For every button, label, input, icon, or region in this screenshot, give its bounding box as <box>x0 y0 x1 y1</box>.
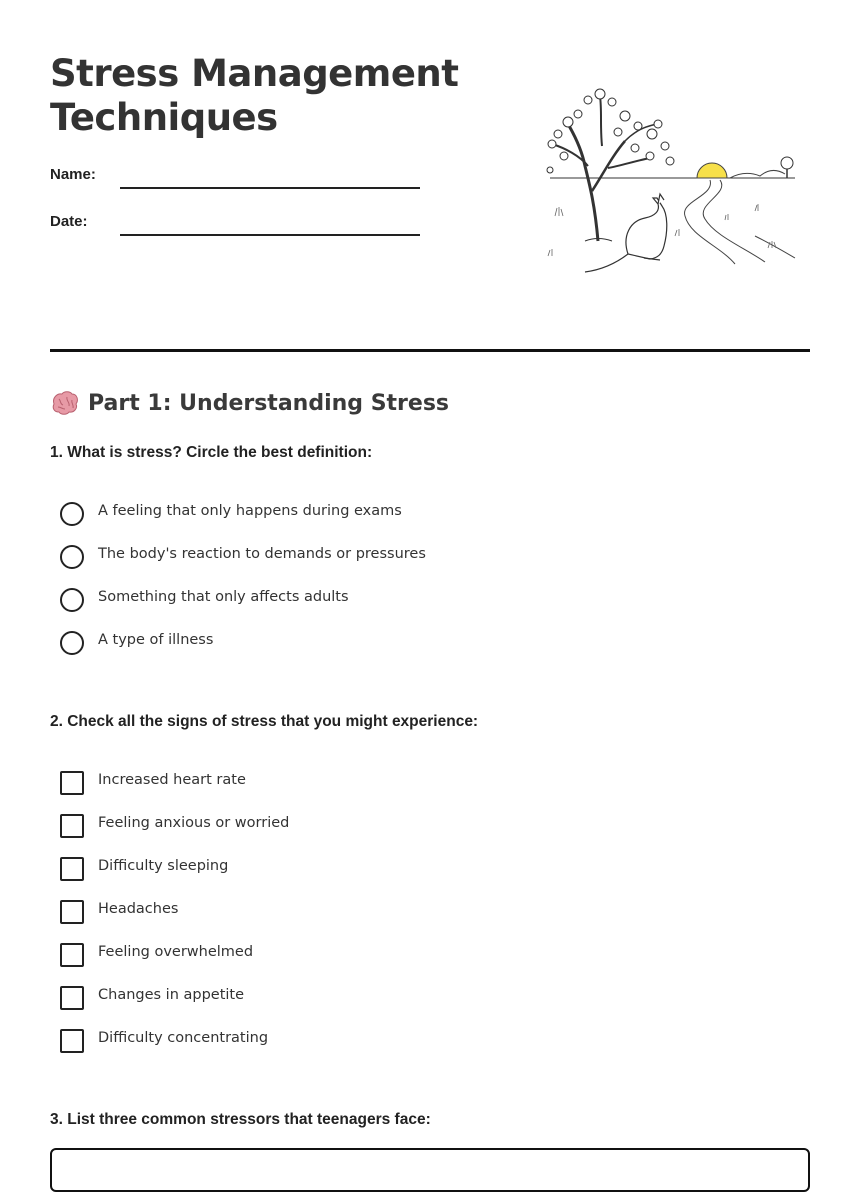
checkbox-option[interactable] <box>60 813 289 856</box>
section-divider <box>50 349 810 352</box>
part1-heading-text: Part 1: Understanding Stress <box>88 390 450 416</box>
option-label: Headaches <box>98 901 179 917</box>
checkbox-option[interactable] <box>60 1028 289 1071</box>
option-label: Something that only affects adults <box>98 589 349 605</box>
checkbox[interactable] <box>60 814 84 838</box>
date-field <box>50 209 420 239</box>
question-1-options <box>60 501 426 673</box>
worksheet-page <box>50 0 810 1161</box>
radio-circle[interactable] <box>60 502 84 526</box>
radio-option[interactable] <box>60 630 426 673</box>
checkbox[interactable] <box>60 986 84 1010</box>
name-field <box>50 162 420 192</box>
stressors-answer-box[interactable] <box>50 1148 810 1192</box>
checkbox[interactable] <box>60 943 84 967</box>
brain-icon <box>50 388 80 418</box>
question-1-prompt: 1. What is stress? Circle the best definition: <box>50 444 373 461</box>
option-label: A type of illness <box>98 632 214 648</box>
checkbox[interactable] <box>60 900 84 924</box>
radio-option[interactable] <box>60 544 426 587</box>
sun-icon <box>697 163 727 178</box>
option-label: Feeling overwhelmed <box>98 944 254 960</box>
checkbox-option[interactable] <box>60 856 289 899</box>
checkbox[interactable] <box>60 771 84 795</box>
radio-circle[interactable] <box>60 588 84 612</box>
name-line[interactable] <box>120 187 420 189</box>
question-3-prompt: 3. List three common stressors that teenagers face: <box>50 1111 431 1128</box>
hills <box>730 170 785 178</box>
date-label: Date: <box>50 213 88 230</box>
option-label: Feeling anxious or worried <box>98 815 290 831</box>
name-label: Name: <box>50 166 96 183</box>
checkbox-option[interactable] <box>60 899 289 942</box>
radio-circle[interactable] <box>60 545 84 569</box>
radio-option[interactable] <box>60 587 426 630</box>
checkbox-option[interactable] <box>60 942 289 985</box>
path-icon <box>685 180 795 264</box>
worksheet-title: Stress Management Techniques <box>50 52 459 139</box>
outback-illustration <box>540 86 802 276</box>
option-label: A feeling that only happens during exams <box>98 503 402 519</box>
option-label: Increased heart rate <box>98 772 246 788</box>
checkbox-option[interactable] <box>60 770 289 813</box>
option-label: Difficulty concentrating <box>98 1030 269 1046</box>
checkbox[interactable] <box>60 1029 84 1053</box>
small-tree-icon <box>781 157 793 178</box>
part1-heading <box>50 386 449 420</box>
option-label: The body's reaction to demands or pressures <box>98 546 426 562</box>
radio-circle[interactable] <box>60 631 84 655</box>
question-2-prompt: 2. Check all the signs of stress that you might experience: <box>50 713 479 730</box>
option-label: Difficulty sleeping <box>98 858 229 874</box>
question-2-options <box>60 770 289 1071</box>
date-line[interactable] <box>120 234 420 236</box>
checkbox[interactable] <box>60 857 84 881</box>
option-label: Changes in appetite <box>98 987 245 1003</box>
radio-option[interactable] <box>60 501 426 544</box>
checkbox-option[interactable] <box>60 985 289 1028</box>
